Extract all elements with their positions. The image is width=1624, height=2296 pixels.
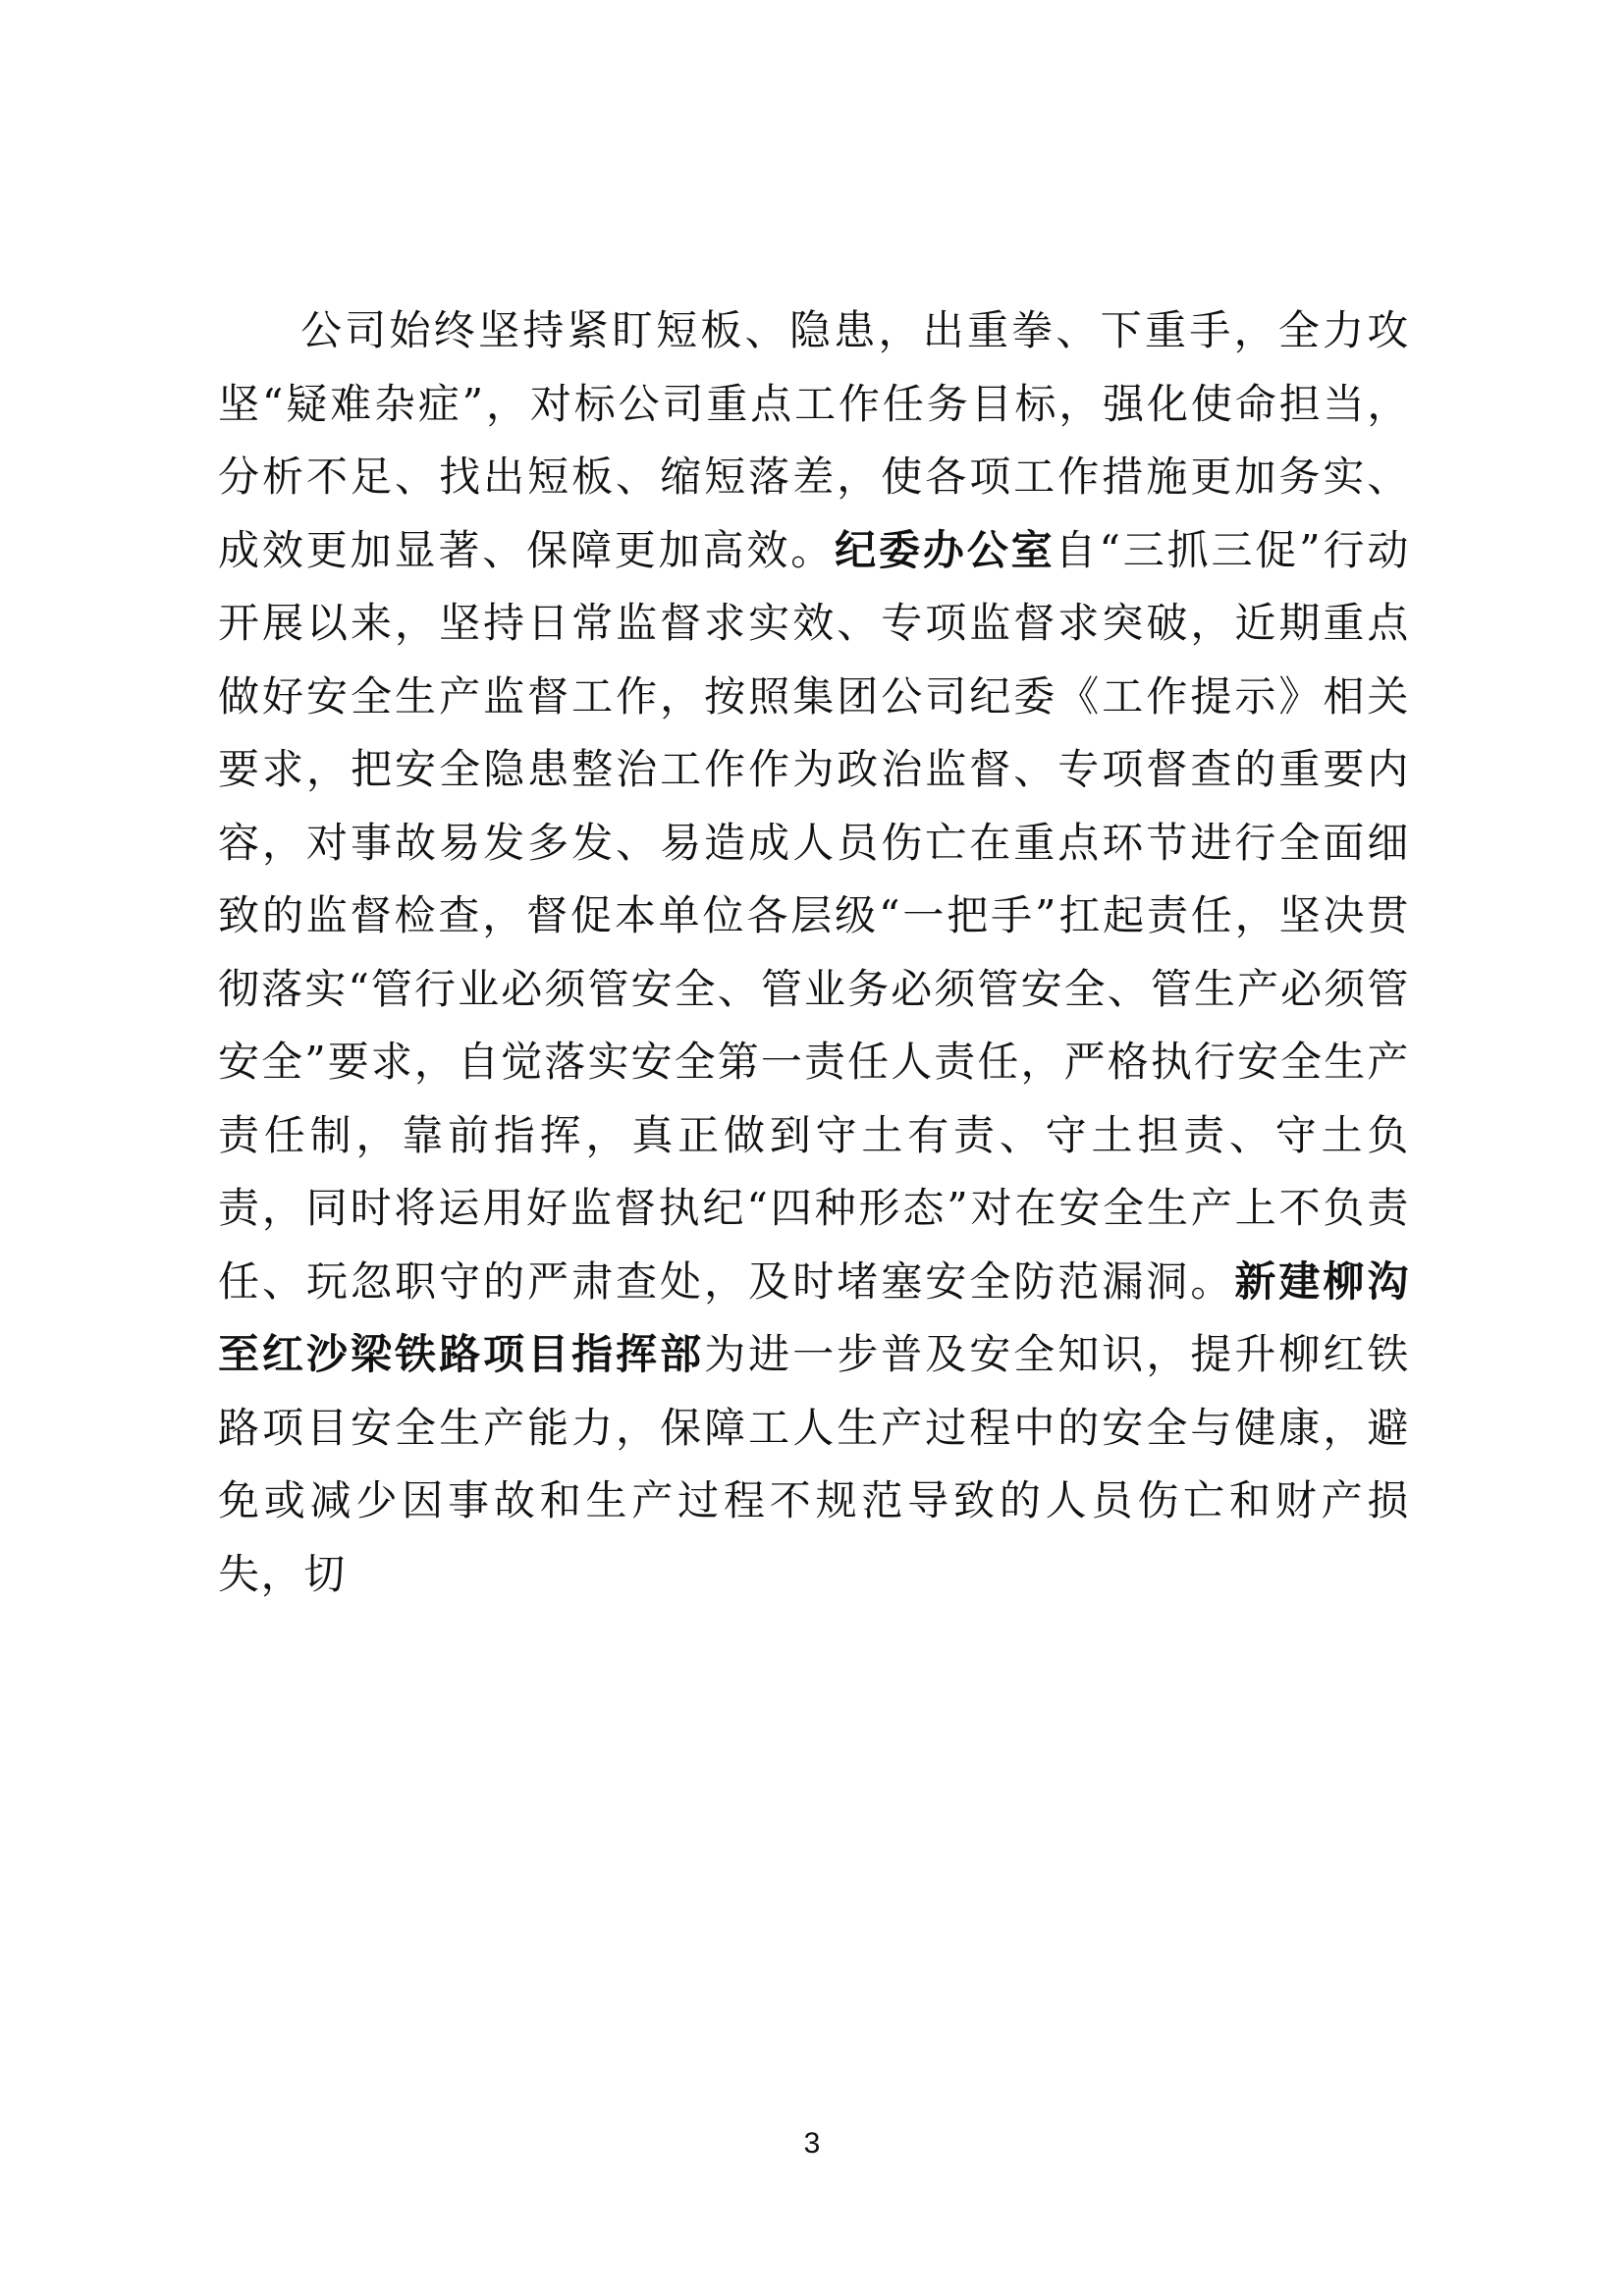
department-name-railway-project-hq: 新建柳沟至红沙梁铁路项目指挥部	[218, 1256, 1410, 1378]
paragraph-text: 为进一步普及安全知识，提升柳红铁路项目安全生产能力，保障工人生产过程中的安全与健康，避免或减少因事故和生产过程不规范导致的人员伤亡和财产损失，切	[218, 1330, 1410, 1598]
paragraph-text: 公司始终坚持紧盯短板、隐患，出重拳、下重手，全力攻坚“疑难杂症”，对标公司重点工作任务目标，强化使命担当，分析不足、找出短板、缩短落差，使各项工作措施更加务实、成效更加显著、保障更加高效。	[218, 306, 1410, 574]
paragraph-text: 自“三抓三促”行动开展以来，坚持日常监督求实效、专项监督求突破，近期重点做好安全生产监督工作，按照集团公司纪委《工作提示》相关要求，把安全隐患整治工作作为政治监督、专项督查的重要内容，对事故易发多发、易造成人员伤亡在重点环节进行全面细致的监督检查，督促本单位各层级“一把手”扛起责任，坚决贯彻落实“管行业必须管安全、管业务必须管安全、管生产必须管安全”要求，自觉落实安全第一责任人责任，严格执行安全生产责任制，靠前指挥，真正做到守土有责、守土担责、守土负责，同时将运用好监督执纪“四种形态”对在安全生产上不负责任、玩忽职守的严肃查处，及时堵塞安全防范漏洞。	[218, 525, 1410, 1306]
body-paragraph	[218, 294, 1410, 1611]
page-number: 3	[803, 2127, 821, 2160]
department-name-discipline-office: 纪委办公室	[835, 525, 1056, 574]
